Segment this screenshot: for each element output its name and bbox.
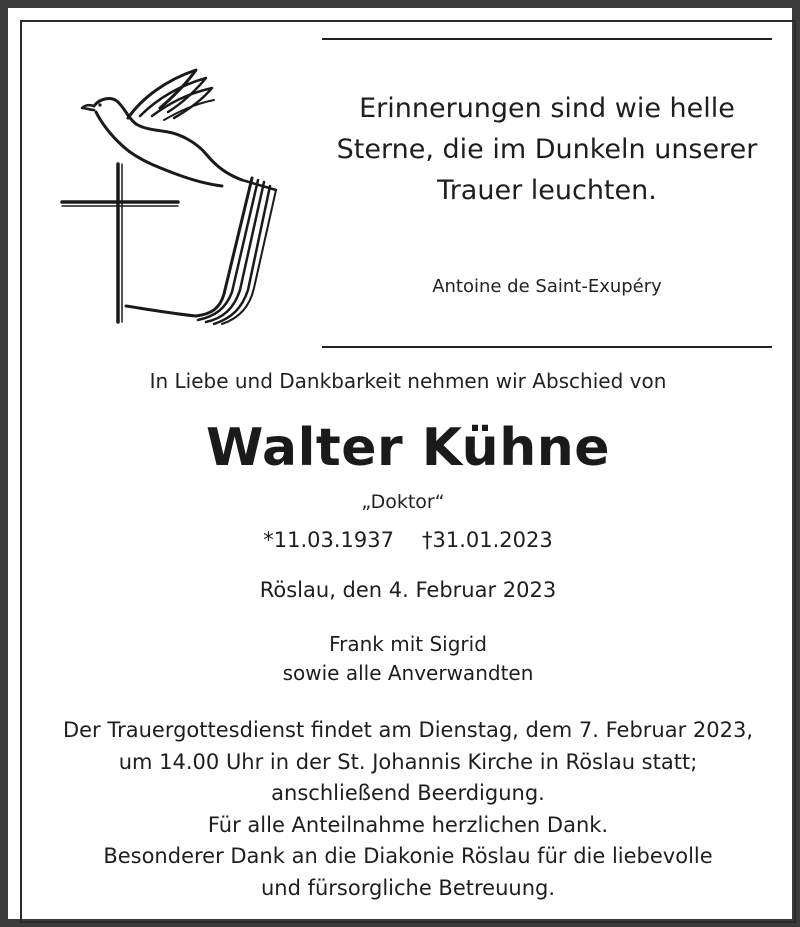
family-line: sowie alle Anverwandten — [282, 661, 534, 685]
quote-bottom-rule — [322, 346, 772, 348]
quote — [322, 88, 772, 211]
service-info — [8, 715, 800, 904]
quote-line: Trauer leuchten. — [437, 175, 657, 206]
quote-line: Erinnerungen sind wie helle — [359, 93, 735, 124]
deceased-nickname: „Doktor“ — [361, 491, 445, 513]
family-mourners — [8, 630, 800, 688]
service-line: und fürsorgliche Betreuung. — [260, 875, 556, 900]
life-dates — [8, 528, 800, 552]
death-date: †31.01.2023 — [422, 528, 553, 552]
family-line: Frank mit Sigrid — [329, 632, 487, 656]
service-line: um 14.00 Uhr in der St. Johannis Kirche in Röslau statt; — [118, 749, 698, 774]
quote-author: Antoine de Saint-Exupéry — [432, 276, 662, 297]
place-and-date: Röslau, den 4. Februar 2023 — [259, 578, 557, 602]
service-line: Besonderer Dank an die Diakonie Röslau für die liebevolle — [103, 844, 713, 868]
service-line: Für alle Anteilnahme herzlichen Dank. — [207, 812, 609, 837]
dove-cross-book-icon — [56, 58, 281, 333]
quote-top-rule — [322, 38, 772, 40]
service-line: anschließend Beerdigung. — [271, 781, 545, 805]
quote-line: Sterne, die im Dunkeln unserer — [336, 134, 758, 165]
deceased-name: Walter Kühne — [206, 418, 610, 478]
birth-date: *11.03.1937 — [263, 528, 394, 552]
intro-text: In Liebe und Dankbarkeit nehmen wir Abschied von — [149, 369, 667, 393]
service-line: Der Trauergottesdienst findet am Dienstag, dem 7. Februar 2023, — [62, 718, 754, 742]
